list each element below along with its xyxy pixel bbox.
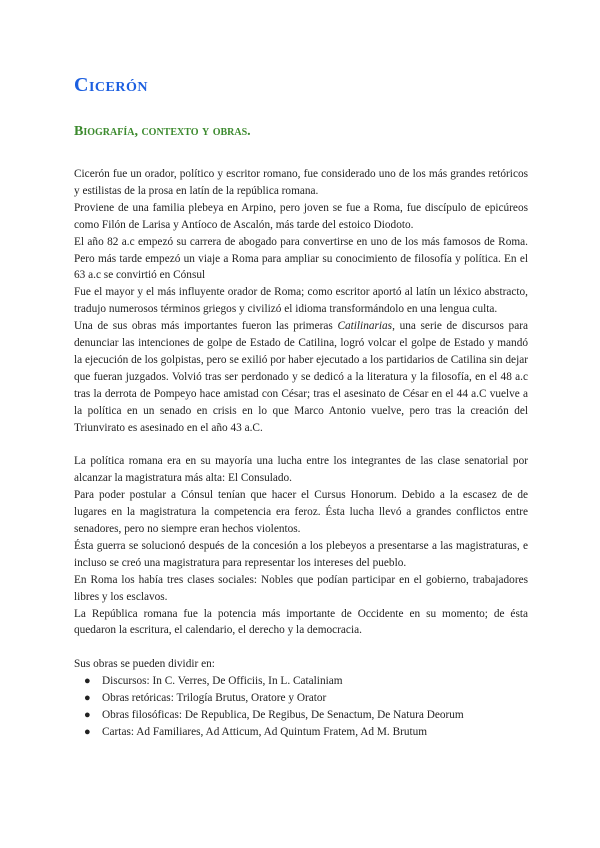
bio-paragraph xyxy=(74,318,528,436)
context-paragraph: La República romana fue la potencia más importante de Occidente en su momento; de ésta quedaron la escritura, el calendario, el derecho y la democracia. xyxy=(74,607,528,637)
bio-paragraph: Cicerón fue un orador, político y escritor romano, fue considerado uno de los más grandes retóricos y estilistas de la prosa en latín de la república romana. xyxy=(74,168,528,197)
text-run: Una de sus obras más importantes fueron las primeras xyxy=(74,320,338,333)
bio-paragraph: Fue el mayor y el más influyente orador de Roma; como escritor aportó al latín un léxico abstracto, tradujo numerosos términos griegos y civilizó el idioma transformándolo en una lengua culta. xyxy=(74,286,528,316)
context-paragraph: Ésta guerra se solucionó después de la concesión a los plebeyos a presentarse a las magistraturas, e incluso se creó una magistratura para representar los intereses del pueblo. xyxy=(74,539,528,569)
list-item-text: Discursos: In C. Verres, De Officiis, In L. Cataliniam xyxy=(102,675,343,688)
bullet-icon: ● xyxy=(84,725,91,738)
list-item xyxy=(74,724,528,741)
list-item xyxy=(74,673,528,690)
bullet-icon: ● xyxy=(84,675,91,688)
catilinarias-title: Catilinarias xyxy=(337,320,393,333)
context-paragraph: Para poder postular a Cónsul tenían que hacer el Cursus Honorum. Debido a la escasez de de lugares en la magistratura la competencia era feroz. Ésta lucha llevó a grandes conflictos entre senadores, pero no siempre eran hechos violentos. xyxy=(74,489,528,536)
list-item-text: Cartas: Ad Familiares, Ad Atticum, Ad Quintum Fratem, Ad M. Brutum xyxy=(102,725,428,738)
list-item-text: Obras retóricas: Trilogía Brutus, Oratore y Orator xyxy=(102,692,327,705)
works-intro: Sus obras se pueden dividir en: xyxy=(74,658,215,671)
list-item-text: Obras filosóficas: De Republica, De Regibus, De Senactum, De Natura Deorum xyxy=(102,708,464,721)
page-title: Cicerón xyxy=(74,74,148,96)
bullet-icon: ● xyxy=(84,692,91,705)
paragraph-gap xyxy=(74,639,528,656)
works-list xyxy=(74,673,528,741)
paragraph-gap xyxy=(74,437,528,454)
text-run: , una serie de discursos para denunciar las intenciones de golpe de Estado de Catilina, logró volcar el golpe de Estado y mandó la ejecución de los golpistas, pero se exilió por haber ejecutado a los partidarios de Catilina sin dejar que fueran juzgados. Volvió tras ser perdonado y se dedicó a la literatura y la filosofía, en el 48 a.c tras la derrota de Pompeyo hace amistad con César; tras el asesinato de César en el 44 a.C vuelve a la política en un senado en crisis en lo que Marco Antonio vuelve, pero tras la creación del Triunvirato es asesinado en el año 43 a.C. xyxy=(74,320,529,434)
context-paragraph: La política romana era en su mayoría una lucha entre los integrantes de las clase senatorial por alcanzar la magistratura más alta: El Consulado. xyxy=(74,455,528,485)
bullet-icon: ● xyxy=(84,708,91,721)
list-item xyxy=(74,707,528,724)
section-subtitle: Biografía, contexto y obras. xyxy=(74,124,251,139)
document-body xyxy=(74,166,528,741)
bio-paragraph: Proviene de una familia plebeya en Arpino, pero joven se fue a Roma, fue discípulo de epicúreos como Filón de Larisa y Antíoco de Ascalón, más tarde del estoico Diodoto. xyxy=(74,201,528,231)
list-item xyxy=(74,690,528,707)
bio-paragraph: El año 82 a.c empezó su carrera de abogado para convertirse en uno de los más famosos de Roma. Pero más tarde empezó un viaje a Roma para ampliar su conocimiento de filosofía y política. En el 63 a.c se convirtió en Cónsul xyxy=(74,235,528,282)
context-paragraph: En Roma los había tres clases sociales: Nobles que podían participar en el gobierno, trabajadores libres y los esclavos. xyxy=(74,573,528,603)
